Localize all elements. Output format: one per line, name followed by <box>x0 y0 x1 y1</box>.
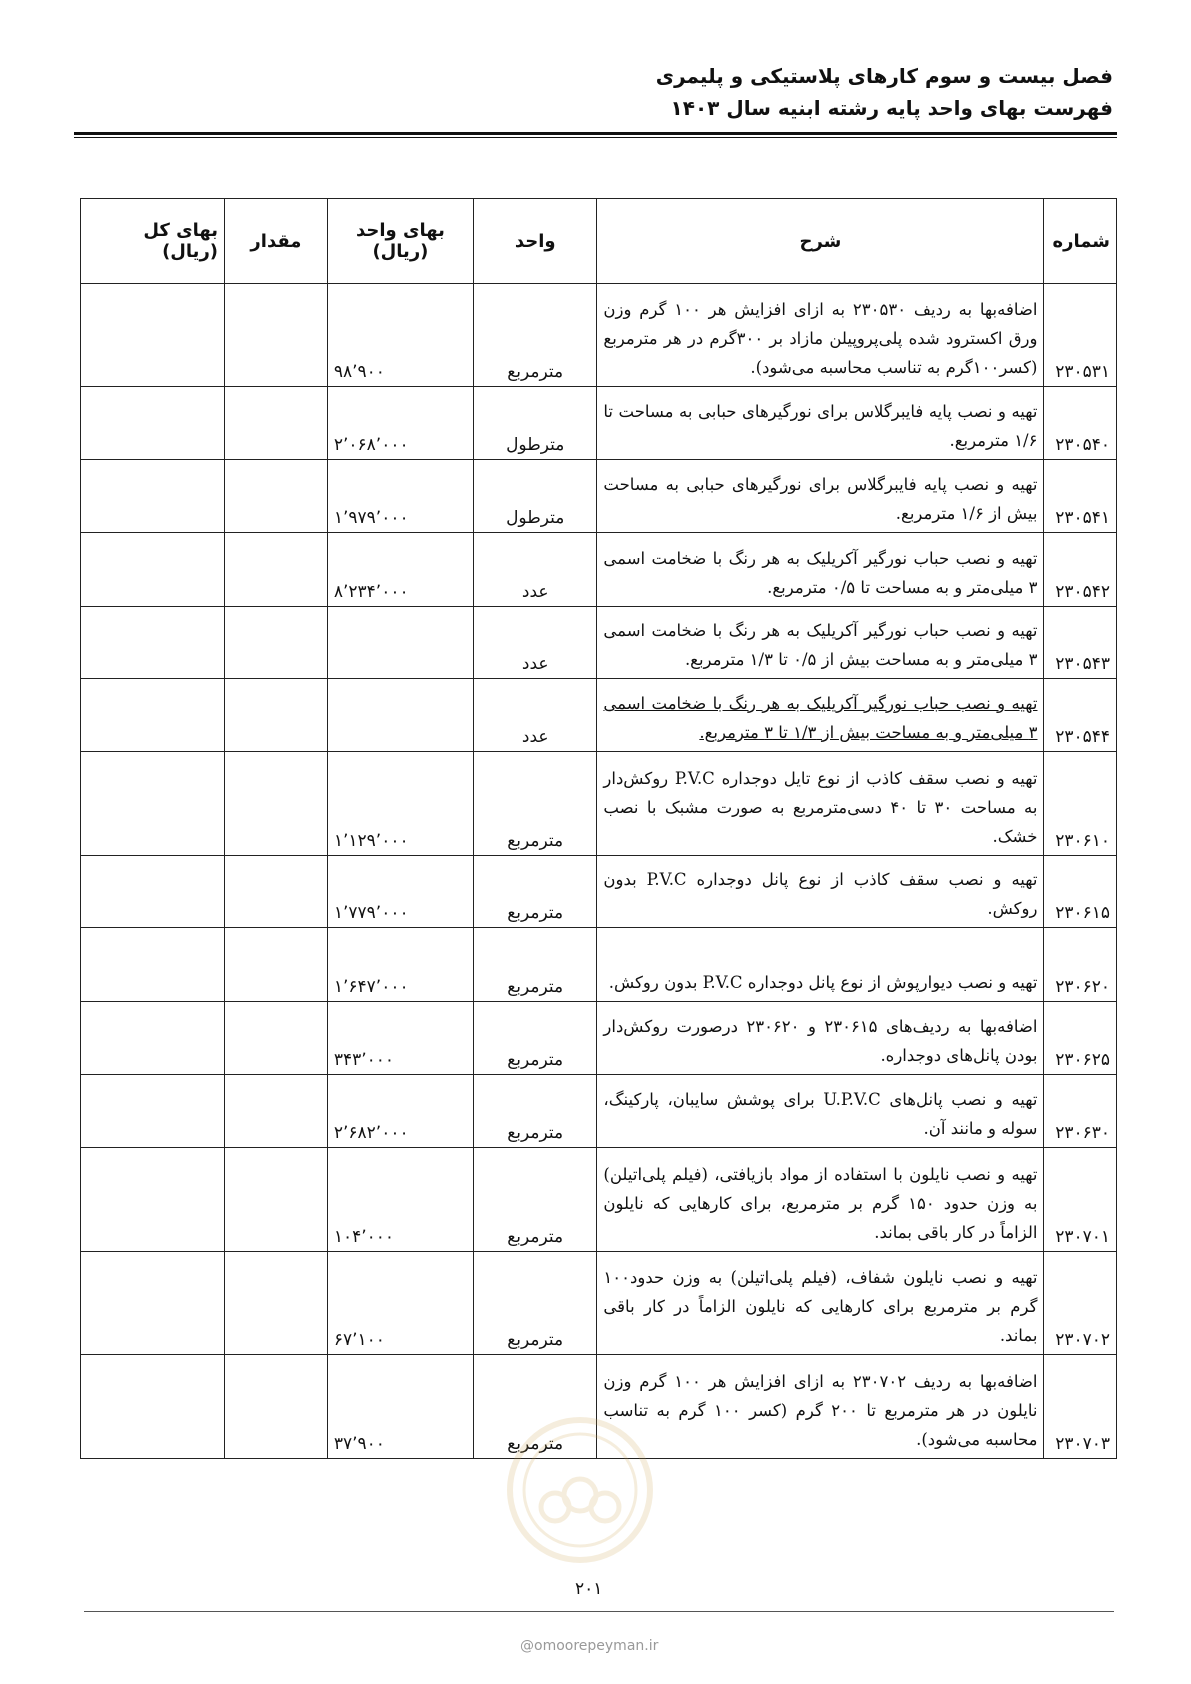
row-unit-price: ۲٬۰۶۸٬۰۰۰ <box>327 387 473 460</box>
row-code: ۲۳۰۷۰۱ <box>1044 1148 1117 1252</box>
header-quantity: مقدار <box>225 199 328 284</box>
row-unit: عدد <box>474 679 597 752</box>
row-unit-price <box>327 607 473 679</box>
row-quantity[interactable] <box>225 1355 328 1459</box>
row-unit-price: ۳۴۳٬۰۰۰ <box>327 1002 473 1075</box>
row-code: ۲۳۰۷۰۳ <box>1044 1355 1117 1459</box>
price-list-table <box>80 198 1117 1459</box>
row-unit: مترمربع <box>474 1075 597 1148</box>
document-title: فهرست بهای واحد پایه رشته ابنیه سال ۱۴۰۳ <box>670 96 1113 120</box>
table-row <box>81 1148 1117 1252</box>
row-code: ۲۳۰۶۲۵ <box>1044 1002 1117 1075</box>
row-code: ۲۳۰۵۴۱ <box>1044 460 1117 533</box>
table-row <box>81 752 1117 856</box>
row-total[interactable] <box>81 460 225 533</box>
row-total[interactable] <box>81 1355 225 1459</box>
row-description: تهیه و نصب حباب نورگیر آکریلیک به هر رنگ با ضخامت اسمی ۳ میلی‌متر و به مساحت بیش از ۱/۳ تا ۳ مترمربع. <box>597 679 1044 752</box>
row-total[interactable] <box>81 284 225 387</box>
row-unit: مترمربع <box>474 1252 597 1355</box>
row-code: ۲۳۰۵۳۱ <box>1044 284 1117 387</box>
row-unit: مترمربع <box>474 284 597 387</box>
header-code: شماره <box>1044 199 1117 284</box>
header-rule-thin <box>74 137 1117 138</box>
row-description: تهیه و نصب نایلون با استفاده از مواد بازیافتی، (فیلم پلی‌اتیلن) به وزن حدود ۱۵۰ گرم بر مترمربع، برای کارهایی که نایلون الزاماً در کار باقی بماند. <box>597 1148 1044 1252</box>
table-row <box>81 460 1117 533</box>
row-description: تهیه و نصب پایه فایبرگلاس برای نورگیرهای حبابی به مساحت تا ۱/۶ مترمربع. <box>597 387 1044 460</box>
chapter-title: فصل بیست و سوم کارهای پلاستیکی و پلیمری <box>655 64 1113 88</box>
row-description: تهیه و نصب پانل‌های U.P.V.C برای پوشش سایبان، پارکینگ، سوله و مانند آن. <box>597 1075 1044 1148</box>
row-unit: مترطول <box>474 460 597 533</box>
row-unit: مترمربع <box>474 1148 597 1252</box>
table-row <box>81 1002 1117 1075</box>
row-quantity[interactable] <box>225 387 328 460</box>
row-quantity[interactable] <box>225 1252 328 1355</box>
row-unit-price: ۸٬۲۳۴٬۰۰۰ <box>327 533 473 607</box>
table-row <box>81 1252 1117 1355</box>
row-total[interactable] <box>81 1252 225 1355</box>
row-quantity[interactable] <box>225 284 328 387</box>
row-unit: مترمربع <box>474 856 597 928</box>
table-row <box>81 533 1117 607</box>
row-unit-price: ۱٬۷۷۹٬۰۰۰ <box>327 856 473 928</box>
table-row <box>81 387 1117 460</box>
table-row <box>81 1075 1117 1148</box>
row-code: ۲۳۰۵۴۴ <box>1044 679 1117 752</box>
row-total[interactable] <box>81 1148 225 1252</box>
page-header <box>78 60 1113 124</box>
row-code: ۲۳۰۵۴۲ <box>1044 533 1117 607</box>
row-total[interactable] <box>81 752 225 856</box>
row-code: ۲۳۰۶۲۰ <box>1044 928 1117 1002</box>
row-quantity[interactable] <box>225 679 328 752</box>
row-unit-price <box>327 679 473 752</box>
row-unit: مترمربع <box>474 1002 597 1075</box>
row-unit-price: ۱٬۹۷۹٬۰۰۰ <box>327 460 473 533</box>
table-row <box>81 607 1117 679</box>
row-quantity[interactable] <box>225 1148 328 1252</box>
row-total[interactable] <box>81 387 225 460</box>
header-rule-thick <box>74 132 1117 135</box>
header-total-price: بهای کل (ریال) <box>81 199 225 284</box>
row-description: اضافه‌بها به ردیف ۲۳۰۷۰۲ به ازای افزایش هر ۱۰۰ گرم وزن نایلون در هر مترمربع تا ۲۰۰ گرم (کسر ۱۰۰ گرم به تناسب محاسبه می‌شود). <box>597 1355 1044 1459</box>
row-unit-price: ۱۰۴٬۰۰۰ <box>327 1148 473 1252</box>
row-unit-price: ۲٬۶۸۲٬۰۰۰ <box>327 1075 473 1148</box>
row-code: ۲۳۰۵۴۰ <box>1044 387 1117 460</box>
row-unit-price: ۱٬۱۲۹٬۰۰۰ <box>327 752 473 856</box>
header-description: شرح <box>597 199 1044 284</box>
row-code: ۲۳۰۶۱۵ <box>1044 856 1117 928</box>
row-quantity[interactable] <box>225 533 328 607</box>
table-header-row <box>81 199 1117 284</box>
row-description: تهیه و نصب پایه فایبرگلاس برای نورگیرهای حبابی به مساحت بیش از ۱/۶ مترمربع. <box>597 460 1044 533</box>
row-unit: مترمربع <box>474 752 597 856</box>
row-total[interactable] <box>81 856 225 928</box>
row-description: تهیه و نصب سقف کاذب از نوع پانل دوجداره P.V.C بدون روکش. <box>597 856 1044 928</box>
row-total[interactable] <box>81 679 225 752</box>
row-unit-price: ۹۸٬۹۰۰ <box>327 284 473 387</box>
row-description: تهیه و نصب دیوارپوش از نوع پانل دوجداره P.V.C بدون روکش. <box>597 928 1044 1002</box>
row-unit-price: ۳۷٬۹۰۰ <box>327 1355 473 1459</box>
row-quantity[interactable] <box>225 460 328 533</box>
header-unit: واحد <box>474 199 597 284</box>
table-row <box>81 856 1117 928</box>
row-unit: مترطول <box>474 387 597 460</box>
row-description: اضافه‌بها به ردیف ۲۳۰۵۳۰ به ازای افزایش هر ۱۰۰ گرم وزن ورق اکسترود شده پلی‌پروپیلن مازاد بر ۳۰۰گرم در هر مترمربع (کسر۱۰۰گرم به تناسب محاسبه می‌شود). <box>597 284 1044 387</box>
website-watermark: @omoorepeyman.ir <box>520 1638 659 1654</box>
header-unit-price-currency: (ریال) <box>372 241 429 262</box>
row-description: تهیه و نصب حباب نورگیر آکریلیک به هر رنگ با ضخامت اسمی ۳ میلی‌متر و به مساحت تا ۰/۵ مترمربع. <box>597 533 1044 607</box>
row-code: ۲۳۰۷۰۲ <box>1044 1252 1117 1355</box>
page-number: ۲۰۱ <box>575 1579 603 1599</box>
row-unit-price: ۱٬۶۴۷٬۰۰۰ <box>327 928 473 1002</box>
row-description: اضافه‌بها به ردیف‌های ۲۳۰۶۱۵ و ۲۳۰۶۲۰ درصورت روکش‌دار بودن پانل‌های دوجداره. <box>597 1002 1044 1075</box>
row-total[interactable] <box>81 607 225 679</box>
table-row <box>81 928 1117 1002</box>
row-code: ۲۳۰۵۴۳ <box>1044 607 1117 679</box>
row-unit: عدد <box>474 607 597 679</box>
row-quantity[interactable] <box>225 607 328 679</box>
row-unit-price: ۶۷٬۱۰۰ <box>327 1252 473 1355</box>
footer-rule <box>84 1611 1114 1612</box>
row-description: تهیه و نصب نایلون شفاف، (فیلم پلی‌اتیلن) به وزن حدود۱۰۰ گرم بر مترمربع برای کارهایی که نایلون الزاماً در کار باقی بماند. <box>597 1252 1044 1355</box>
table-row <box>81 679 1117 752</box>
row-unit: عدد <box>474 533 597 607</box>
header-unit-price-label: بهای واحد <box>355 220 445 241</box>
row-code: ۲۳۰۶۳۰ <box>1044 1075 1117 1148</box>
header-unit-price <box>327 199 473 284</box>
row-total[interactable] <box>81 1002 225 1075</box>
table-row <box>81 284 1117 387</box>
row-quantity[interactable] <box>225 856 328 928</box>
watermark-seal-icon <box>505 1415 655 1565</box>
row-total[interactable] <box>81 533 225 607</box>
row-unit: مترمربع <box>474 928 597 1002</box>
row-unit: مترمربع <box>474 1355 597 1459</box>
row-total[interactable] <box>81 1075 225 1148</box>
row-quantity[interactable] <box>225 1075 328 1148</box>
row-description: تهیه و نصب سقف کاذب از نوع تایل دوجداره P.V.C روکش‌دار به مساحت ۳۰ تا ۴۰ دسی‌مترمربع به صورت مشبک با نصب خشک. <box>597 752 1044 856</box>
row-description: تهیه و نصب حباب نورگیر آکریلیک به هر رنگ با ضخامت اسمی ۳ میلی‌متر و به مساحت بیش از ۰/۵ تا ۱/۳ مترمربع. <box>597 607 1044 679</box>
row-total[interactable] <box>81 928 225 1002</box>
row-quantity[interactable] <box>225 752 328 856</box>
row-quantity[interactable] <box>225 928 328 1002</box>
row-code: ۲۳۰۶۱۰ <box>1044 752 1117 856</box>
row-quantity[interactable] <box>225 1002 328 1075</box>
